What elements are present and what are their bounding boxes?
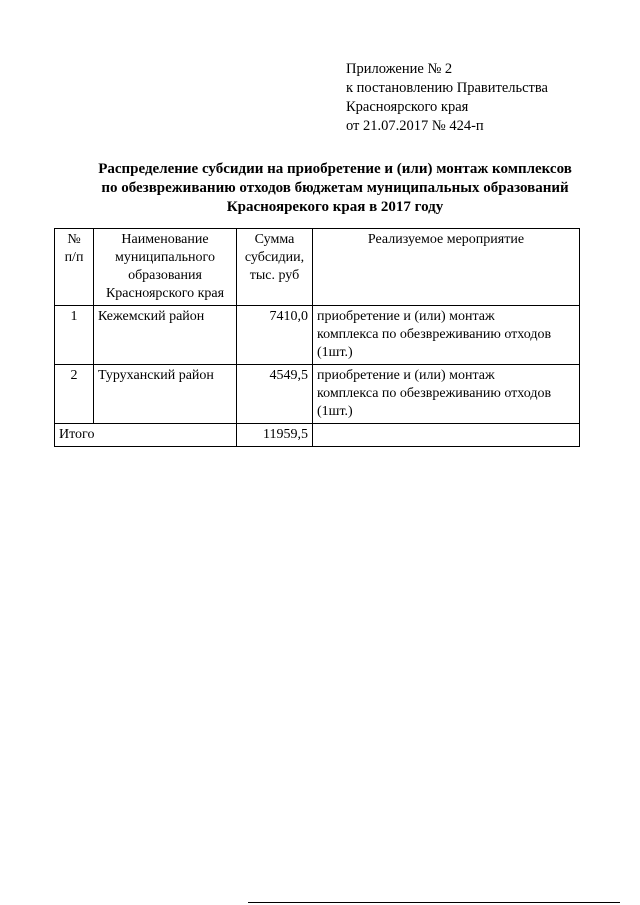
header-text: №	[67, 232, 81, 247]
header-text: Сумма	[254, 232, 295, 247]
document-title	[50, 160, 620, 217]
appendix-line: к постановлению Правительства	[346, 80, 548, 96]
table-row	[55, 306, 580, 365]
activity-line: приобретение и (или) монтаж	[317, 309, 495, 324]
footer-divider	[248, 902, 620, 903]
cell-sum: 7410,0	[237, 306, 313, 365]
appendix-line: Красноярского края	[346, 99, 469, 115]
title-line: Распределение субсидии на приобретение и (или) монтаж комплексов	[98, 161, 572, 177]
header-sum	[237, 229, 313, 306]
header-text: образования	[128, 268, 202, 283]
appendix-line: от 21.07.2017 № 424-п	[346, 118, 484, 134]
activity-line: приобретение и (или) монтаж	[317, 368, 495, 383]
activity-line: комплекса по обезвреживанию отходов	[317, 386, 552, 401]
header-activity	[313, 229, 580, 306]
table-total-row	[55, 424, 580, 447]
total-activity-empty	[313, 424, 580, 447]
header-text: тыс. руб	[249, 268, 300, 283]
title-line: Красноярекого края в 2017 году	[226, 199, 444, 215]
cell-activity	[313, 365, 580, 424]
cell-activity	[313, 306, 580, 365]
total-sum: 11959,5	[237, 424, 313, 447]
cell-municipality: Туруханский район	[94, 365, 237, 424]
subsidy-table	[54, 228, 580, 447]
cell-sum: 4549,5	[237, 365, 313, 424]
appendix-line: Приложение № 2	[346, 61, 453, 77]
activity-line: (1шт.)	[317, 345, 353, 360]
table-row	[55, 365, 580, 424]
header-text: Реализуемое мероприятие	[367, 232, 525, 247]
header-text: Красноярского края	[105, 286, 225, 301]
header-text: муниципального	[115, 250, 215, 265]
total-label: Итого	[55, 424, 237, 447]
appendix-reference	[346, 60, 548, 136]
header-number	[55, 229, 94, 306]
header-municipality	[94, 229, 237, 306]
title-line: по обезвреживанию отходов бюджетам муниципальных образований	[101, 180, 569, 196]
cell-municipality: Кежемский район	[94, 306, 237, 365]
activity-line: (1шт.)	[317, 404, 353, 419]
header-text: субсидии,	[244, 250, 305, 265]
cell-number: 1	[55, 306, 94, 365]
header-text: п/п	[64, 250, 84, 265]
cell-number: 2	[55, 365, 94, 424]
activity-line: комплекса по обезвреживанию отходов	[317, 327, 552, 342]
table-header-row	[55, 229, 580, 306]
header-text: Наименование	[121, 232, 209, 247]
